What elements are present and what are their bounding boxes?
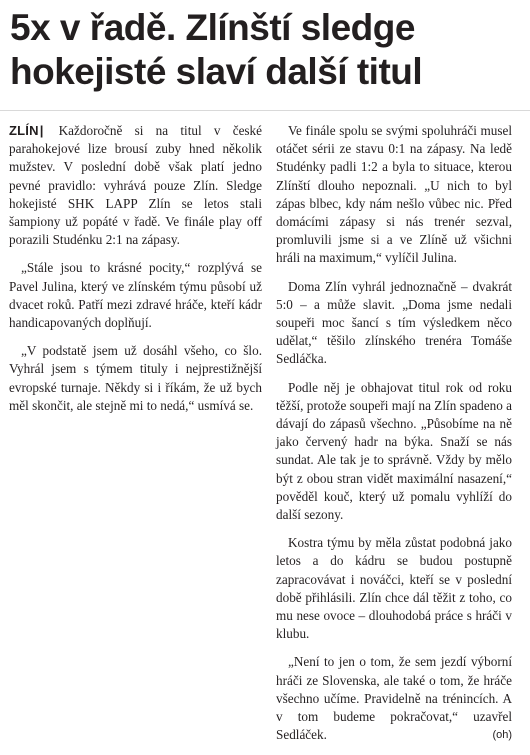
paragraph-text: „Není to jen o tom, že sem jezdí výborní hráči ze Slovenska, ale také o tom, že hráče všechno učíme. Pravidelně na trénincích. A v tom budeme pokračovat,“ uzavřel Sedláček. [276,654,512,743]
article-paragraph: Kostra týmu by měla zůstat podobná jako letos a do kádru se budou postupně zapracovávat i nováčci, kteří se v poslední době přihlásili. Zlín chce dál těžit z toho, co mu nese ovoce – dlouhodobá práce s hráči v klubu. [276,535,512,642]
author-signature: (oh) [492,729,512,742]
headline-divider [0,110,530,111]
article-paragraph: „V podstatě jsem už dosáhl všeho, co šlo. Vyhrál jsem s týmem tituly i nejprestižnější evropské turnaje. Někdy si i říkám, že už bych měl skončit, ale stejně mi to nedá,“ usmívá se. [9,343,262,413]
headline-line-1: 5x v řadě. Zlínští sledge [10,7,415,48]
dateline: ZLÍN [9,123,39,138]
article-paragraph: Doma Zlín vyhrál jednoznačně – dvakrát 5:0 – a může slavit. „Doma jsme nedali soupeři moc šancí s tím výsledkem něco udělat,“ těšilo zlínského trenéra Tomáše Sedláčka. [276,278,512,367]
headline [10,6,525,94]
dateline-separator: | [39,123,44,138]
article-paragraph: Ve finále spolu se svými spoluhráči musel otáčet sérii ze stavu 0:1 na zápasy. Na ledě Studénky padli 1:2 a byla to situace, kterou Zlínští dlouho nepoznali. „U nich to byl zápas blbec, kdy nám nešlo vůbec nic. Před domácími zápasy si nás trenér sezval, promluvili jsme si a ve Zlíně už všichni hráli na maximum,“ vylíčil Julina. [276,123,512,266]
paragraph-text: Každoročně si na titul v české parahokejové lize brousí zuby hned několik mužstev. V poslední době však platí jedno pevné pravidlo: vyhrává pouze Zlín. Sledge hokejisté SHK LAPP Zlín se letos stali šampiony už popáté v řadě. Ve finále play off porazili Studénku 2:1 na zápasy. [9,123,263,248]
article-paragraph-last [276,653,512,744]
article-paragraph: „Stále jsou to krásné pocity,“ rozplývá se Pavel Julina, který ve zlínském týmu působí už dvacet roků. Patří mezi zdravé hráče, kteří kádr handicapovaných doplňují. [9,260,262,331]
article-paragraph [9,122,262,249]
article-column-right [276,122,512,755]
article-column-left [9,122,262,425]
article-paragraph: Podle něj je obhajovat titul rok od roku těžší, protože soupeři mají na Zlín spadeno a dávají do zápasů všechno. „Působíme na ně jako červený hadr na býka. Snaží se nás sundat. Ale tak je to správně. Vždy by mělo být z obou stran vidět maximální nasazení,“ pověděl kouč, který už pomalu vyhlíží do další sezony. [276,379,512,523]
headline-line-2: hokejisté slaví další titul [10,51,423,92]
